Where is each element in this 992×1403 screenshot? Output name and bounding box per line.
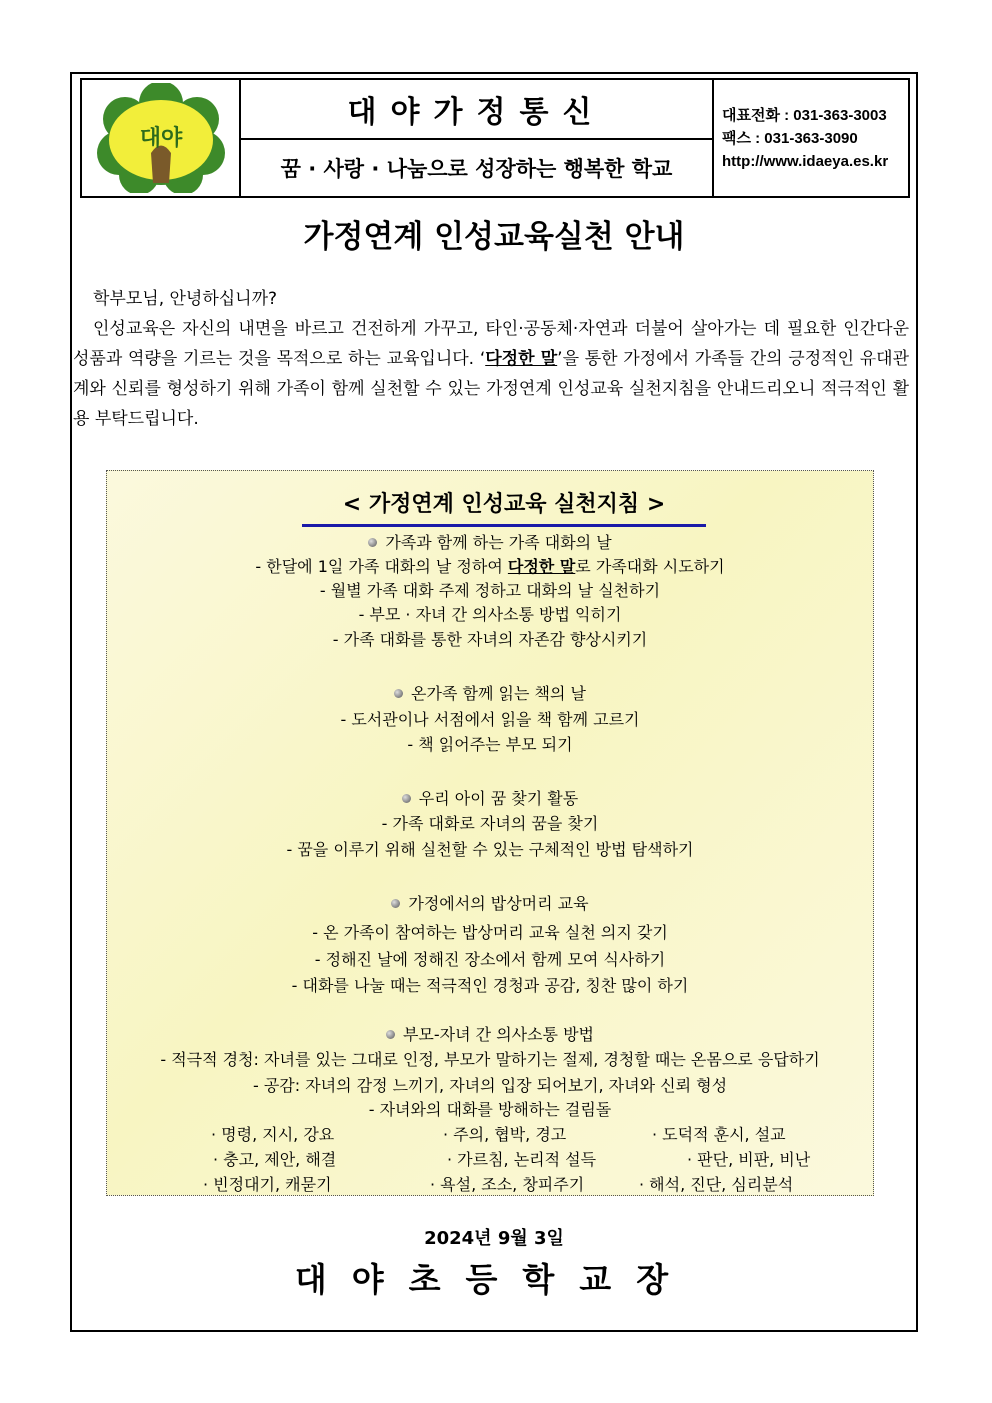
list-item-emphasis: 다정한 말 <box>507 557 576 576</box>
list-item-text: - 한달에 1일 가족 대화의 날 정하여 <box>255 557 508 576</box>
newsletter-title: 대야가정통신 <box>241 80 712 140</box>
section-heading <box>107 891 873 914</box>
principal-signature: 대야초등학교장 <box>294 1260 694 1299</box>
section-heading <box>107 530 873 553</box>
section-heading-text: 부모-자녀 간 의사소통 방법 <box>402 1025 595 1044</box>
section-heading-text: 온가족 함께 읽는 책의 날 <box>411 684 586 703</box>
obstacle-item: · 해석, 진단, 심리분석 <box>639 1175 794 1194</box>
list-item: - 정해진 날에 정해진 장소에서 함께 모여 식사하기 <box>314 950 666 969</box>
list-item: - 대화를 나눌 때는 적극적인 경청과 공감, 칭찬 많이 하기 <box>291 976 689 995</box>
website-link[interactable]: http://www.idaeya.es.kr <box>722 152 889 170</box>
intro-emphasis: 다정한 말 <box>485 349 558 369</box>
bullet-icon <box>402 794 411 803</box>
list-item: - 꿈을 이루기 위해 실천할 수 있는 구체적인 방법 탐색하기 <box>286 840 694 859</box>
guidelines-title: < 가정연계 인성교육 실천지침 > <box>302 487 706 527</box>
obstacle-item: · 명령, 지시, 강요 <box>211 1125 335 1144</box>
bullet-icon <box>391 899 400 908</box>
newsletter-header <box>80 78 910 198</box>
issue-date: 2024년 9월 3일 <box>424 1228 564 1249</box>
section-heading-text: 우리 아이 꿈 찾기 활동 <box>418 789 579 808</box>
bullet-icon <box>386 1030 395 1039</box>
intro-section <box>73 284 909 434</box>
intro-paragraph <box>73 314 909 434</box>
obstacle-item: · 주의, 협박, 경고 <box>443 1125 567 1144</box>
title-cell <box>241 80 714 196</box>
section-heading-text: 가정에서의 밥상머리 교육 <box>408 894 589 913</box>
intro-text-1: 인성교육은 자신의 내면을 바르고 건전하게 가꾸고, 타인·공동체·자연과 더불어 살아가는 데 필요한 인간다운 성품과 역량을 기르는 것을 목적으로 하는 교육입니다. ‘ <box>73 319 909 369</box>
list-item: - 공감: 자녀의 감정 느끼기, 자녀의 입장 되어보기, 자녀와 신뢰 형성 <box>252 1076 728 1095</box>
obstacle-item: · 도덕적 훈시, 설교 <box>652 1125 786 1144</box>
section-heading <box>107 1022 873 1045</box>
list-item: - 도서관이나 서점에서 읽을 책 함께 고르기 <box>340 710 640 729</box>
document-title: 가정연계 인성교육실천 안내 <box>303 219 685 255</box>
list-item: - 책 읽어주는 부모 되기 <box>407 735 573 754</box>
list-item-text: 로 가족대화 시도하기 <box>575 557 725 576</box>
contact-info <box>714 80 908 196</box>
obstacle-item: · 충고, 제안, 해결 <box>213 1150 337 1169</box>
list-item: - 자녀와의 대화를 방해하는 걸림돌 <box>368 1100 612 1119</box>
school-logo-emblem <box>91 83 231 193</box>
list-item: - 가족 대화를 통한 자녀의 자존감 향상시키기 <box>332 630 648 649</box>
page-frame <box>70 72 918 1332</box>
phone-number: 대표전화 : 031-363-3003 <box>722 106 887 124</box>
logo-text: 대야 <box>139 126 182 151</box>
section-heading-text: 가족과 함께 하는 가족 대화의 날 <box>385 533 612 552</box>
greeting: 학부모님, 안녕하십니까? <box>93 289 278 309</box>
guidelines-box <box>106 470 874 1196</box>
intro-text-2: ’을 통한 가정에서 가족들 간의 긍정적인 유대관계와 신뢰를 형성하기 위해 가족이 함께 실천할 수 있는 가정연계 인성교육 실천지침을 안내드리오니 적극적인 활용 부탁드립니다. <box>73 349 909 429</box>
school-motto: 꿈 · 사랑 · 나눔으로 성장하는 행복한 학교 <box>280 157 673 181</box>
obstacle-item: · 가르침, 논리적 설득 <box>447 1150 597 1169</box>
bullet-icon <box>394 689 403 698</box>
list-item: - 온 가족이 참여하는 밥상머리 교육 실천 의지 갖기 <box>312 923 668 942</box>
obstacle-item: · 욕설, 조소, 창피주기 <box>430 1175 585 1194</box>
list-item: - 가족 대화로 자녀의 꿈을 찾기 <box>381 814 599 833</box>
list-item: - 부모 · 자녀 간 의사소통 방법 익히기 <box>358 605 622 624</box>
obstacle-item: · 판단, 비판, 비난 <box>687 1150 811 1169</box>
list-item: - 적극적 경청: 자녀를 있는 그대로 인정, 부모가 말하기는 절제, 경청할 때는 온몸으로 응답하기 <box>160 1050 820 1069</box>
bullet-icon <box>368 538 377 547</box>
list-item: - 월별 가족 대화 주제 정하고 대화의 날 실천하기 <box>319 581 661 600</box>
fax-number: 팩스 : 031-363-3090 <box>722 129 858 147</box>
list-item <box>107 554 873 577</box>
obstacle-item: · 빈정대기, 캐묻기 <box>203 1175 332 1194</box>
section-heading <box>107 786 873 809</box>
section-heading <box>107 681 873 704</box>
school-logo <box>82 80 241 196</box>
